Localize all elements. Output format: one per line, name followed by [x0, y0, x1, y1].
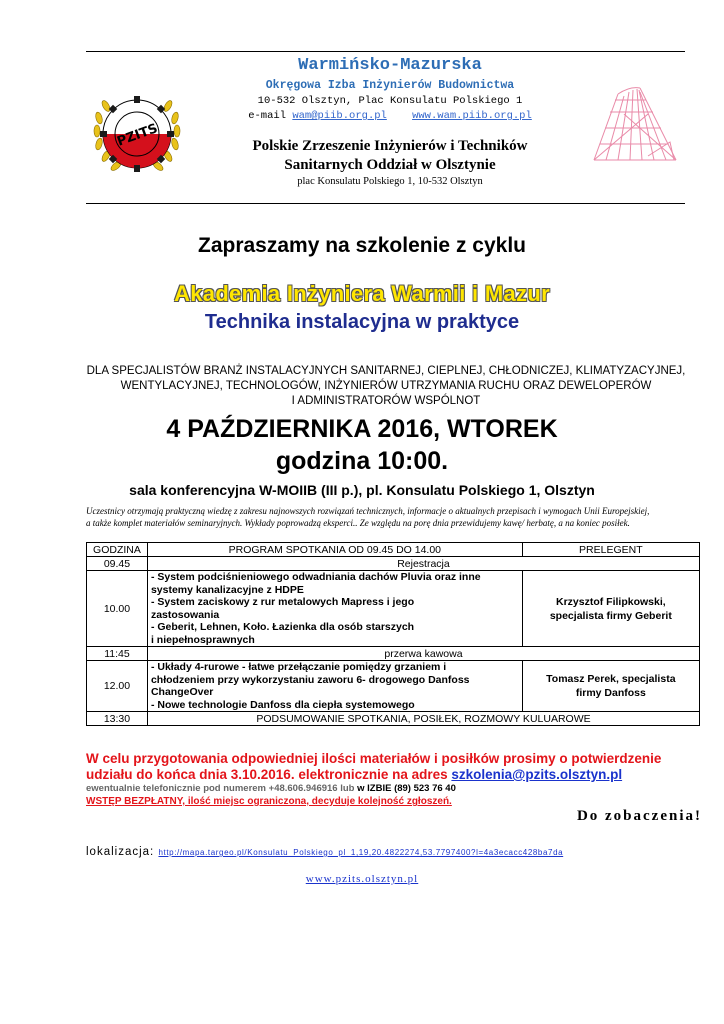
registration-notice-line1: W celu przygotowania odpowiedniej ilości materiałów i posiłków prosimy o potwierdzenie	[86, 751, 662, 766]
topic-line: - Nowe technologie Danfoss dla ciepła systemowego	[150, 698, 415, 711]
org-name-line1: Polskie Zrzeszenie Inżynierów i Techników	[252, 138, 528, 154]
info-note-line: Uczestnicy otrzymają praktyczną wiedzę z zakresu najnowszych rozwiązań technicznych, informacje o aktualnych przepisach i wymogach Unii Europejskiej,	[86, 506, 650, 516]
row-topics	[147, 571, 522, 647]
program-header-row	[87, 543, 700, 557]
row-speaker	[522, 571, 699, 647]
program-table	[86, 542, 700, 726]
topic-line: - System podciśnieniowego odwadniania dachów Pluvia oraz inne	[150, 571, 481, 583]
footer-website-link[interactable]: www.pzits.olsztyn.pl	[305, 873, 419, 885]
location-label: lokalizacja:	[86, 846, 159, 858]
speaker-line: specjalista firmy Geberit	[549, 609, 672, 622]
table-row	[87, 571, 700, 647]
row-time: 10.00	[87, 571, 148, 647]
row-topics	[147, 661, 522, 712]
topic-line: ChangeOver	[150, 686, 214, 698]
table-row	[87, 661, 700, 712]
topic-line: - Układy 4-rurowe - łatwe przełączanie pomiędzy grzaniem i	[150, 661, 447, 673]
speaker-line: Tomasz Perek, specjalista	[546, 673, 676, 685]
row-time: 12.00	[87, 661, 148, 712]
registration-notice-line2	[86, 767, 706, 782]
chamber-contact	[200, 110, 580, 122]
email-label: e-mail	[248, 110, 287, 122]
row-program: przerwa kawowa	[147, 647, 699, 661]
registration-email-link[interactable]: szkolenia@pzits.olsztyn.pl	[451, 767, 623, 782]
info-note-line: a także komplet materiałów seminaryjnych. Wykłady poprowadzą eksperci.. Ze względu na porę dnia przewidujemy kawę/ herbatę, a na koniec posiłek.	[86, 518, 630, 528]
location-map-link[interactable]: http://mapa.targeo.pl/Konsulatu_Polskiego_pl_1,19,20.4822274,53.7797400?l=4a3ecacc428ba7da	[158, 848, 564, 857]
row-time: 13:30	[87, 712, 148, 726]
event-date: 4 PAŹDZIERNIKA 2016, WTOREK	[166, 415, 558, 443]
event-venue: sala konferencyjna W-MOIIB (III p.), pl. Konsulatu Polskiego 1, Olsztyn	[129, 482, 595, 498]
chamber-subtitle: Okręgowa Izba Inżynierów Budownictwa	[265, 79, 515, 92]
row-program: PODSUMOWANIE SPOTKANIA, POSIŁEK, ROZMOWY KULUAROWE	[147, 712, 699, 726]
chamber-logo	[588, 84, 684, 170]
pzits-logo-text: PZITS	[115, 121, 160, 150]
free-entry-notice: WSTĘP BEZPŁATNY, ilość miejsc ograniczona, decyduje kolejność zgłoszeń.	[86, 796, 452, 807]
topic-line: i niepełnosprawnych	[150, 633, 255, 646]
chamber-title: Warmińsko-Mazurska	[298, 56, 482, 75]
registration-deadline-text: udziału do końca dnia 3.10.2016. elektronicznie na adres	[86, 767, 452, 782]
row-program: Rejestracja	[147, 557, 699, 571]
event-time: godzina 10:00.	[275, 447, 449, 475]
org-address: plac Konsulatu Polskiego 1, 10-532 Olsztyn	[297, 176, 483, 187]
speaker-line: Krzysztof Filipkowski,	[556, 595, 666, 608]
pzits-logo	[86, 86, 188, 182]
topic-line: - Geberit, Lehnen, Koło. Łazienka dla osób starszych	[150, 621, 415, 633]
table-row	[87, 557, 700, 571]
academy-title: Akademia Inżyniera Warmii i Mazur	[174, 281, 550, 306]
table-row	[87, 647, 700, 661]
topic-line: systemy kanalizacyjne z HDPE	[150, 583, 304, 596]
column-header-speaker: PRELEGENT	[522, 543, 699, 557]
audience-line: I ADMINISTRATORÓW WSPÓLNOT	[291, 395, 481, 407]
row-speaker	[522, 661, 699, 712]
speaker-line: firmy Danfoss	[575, 687, 646, 699]
phone-contact	[86, 783, 456, 794]
topic-line: - System zaciskowy z rur metalowych Mapress i jego	[150, 596, 415, 608]
chamber-email-link[interactable]: wam@piib.org.pl	[292, 110, 387, 122]
phone-prefix: ewentualnie telefonicznie pod numerem +48.606.946916 lub	[86, 783, 358, 794]
column-header-time: GODZINA	[87, 543, 148, 557]
chamber-address: 10-532 Olsztyn, Plac Konsulatu Polskiego 1	[257, 95, 523, 107]
header-rule-bottom	[86, 203, 685, 204]
column-header-program: PROGRAM SPOTKANIA OD 09.45 DO 14.00	[147, 543, 522, 557]
chamber-website-link[interactable]: www.wam.piib.org.pl	[412, 110, 532, 122]
training-subject: Technika instalacyjna w praktyce	[204, 311, 520, 333]
org-name-line2: Sanitarnych Oddział w Olsztynie	[284, 157, 496, 173]
topic-line: chłodzeniem przy wykorzystaniu zaworu 6- drogowego Danfoss	[150, 673, 470, 686]
audience-line: WENTYLACYJNEJ, TECHNOLOGÓW, INŻYNIERÓW UTRZYMANIA RUCHU ORAZ DEWELOPERÓW	[120, 380, 652, 392]
invite-heading: Zapraszamy na szkolenie z cyklu	[198, 234, 526, 257]
row-time: 11:45	[87, 647, 148, 661]
location-line	[86, 846, 563, 858]
row-time: 09.45	[87, 557, 148, 571]
topic-line: zastosowania	[150, 608, 220, 621]
audience-line: DLA SPECJALISTÓW BRANŻ INSTALACYJNYCH SANITARNEJ, CIEPLNEJ, CHŁODNICZEJ, KLIMATYZACYJNEJ,	[86, 365, 686, 377]
phone-suffix: w IZBIE (89) 523 76 40	[357, 783, 456, 794]
farewell-text: Do zobaczenia!	[576, 808, 702, 824]
table-row	[87, 712, 700, 726]
header-rule-top	[86, 51, 685, 52]
